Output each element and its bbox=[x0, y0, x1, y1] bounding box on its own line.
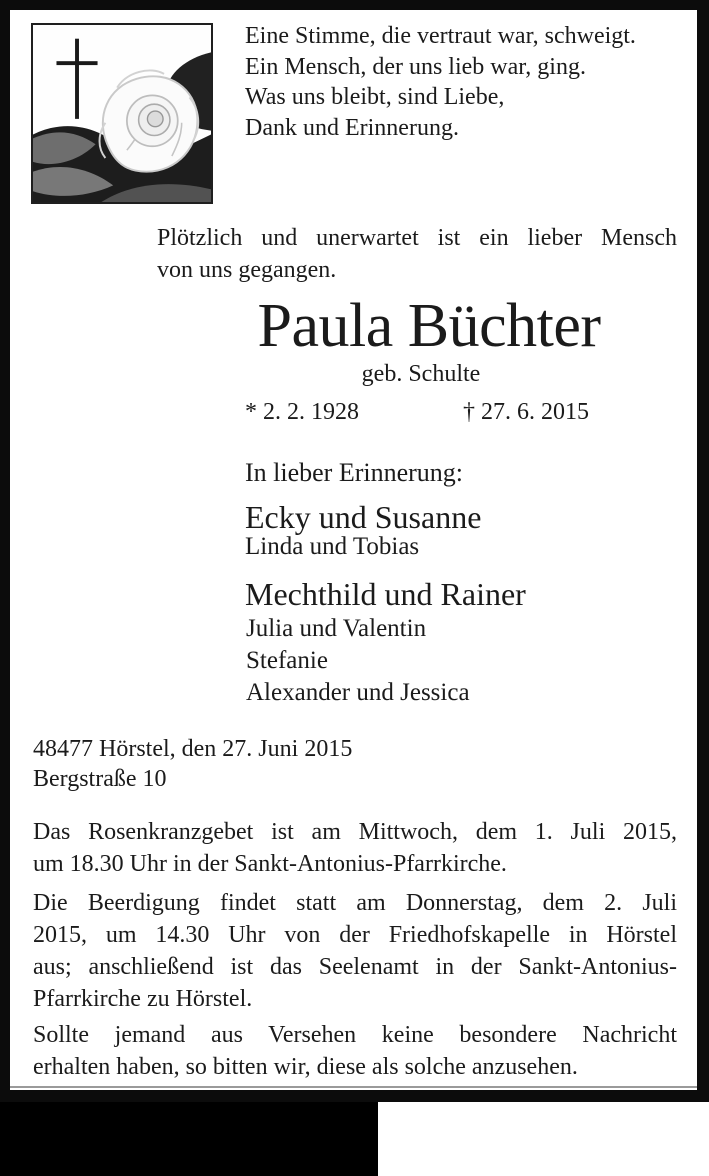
mourner-group-2-main: Mechthild und Rainer bbox=[245, 576, 526, 612]
text-line: Was uns bleibt, sind Liebe, bbox=[245, 84, 505, 110]
deceased-name: Paula Büchter bbox=[257, 292, 601, 360]
text-line: Plötzlich und unerwartet ist ein lieber Mensch bbox=[157, 225, 677, 251]
text-line: Eine Stimme, die vertraut war, schweigt. bbox=[245, 23, 636, 49]
death-date: † 27. 6. 2015 bbox=[463, 399, 589, 425]
apology-notice bbox=[33, 1019, 677, 1083]
memorial-photo bbox=[31, 23, 213, 204]
address-block bbox=[33, 734, 352, 794]
text-line: Das Rosenkranzgebet ist am Mittwoch, dem 1. Juli 2015, bbox=[33, 819, 677, 845]
rose-image bbox=[33, 25, 211, 202]
text-line: um 18.30 Uhr in der Sankt-Antonius-Pfarrkirche. bbox=[33, 851, 507, 877]
text-line: erhalten haben, so bitten wir, diese als solche anzusehen. bbox=[33, 1054, 578, 1080]
rosary-notice bbox=[33, 816, 677, 880]
frame-top bbox=[0, 0, 709, 10]
text-line: 2015, um 14.30 Uhr von der Friedhofskapelle in Hörstel bbox=[33, 922, 677, 948]
mourner-group-1-sub bbox=[245, 532, 419, 562]
text-line: Julia und Valentin bbox=[246, 615, 427, 642]
text-line: Bergstraße 10 bbox=[33, 766, 167, 792]
text-line: Dank und Erinnerung. bbox=[245, 114, 459, 141]
frame-left bbox=[0, 0, 10, 1102]
text-line: Ein Mensch, der uns lieb war, ging. bbox=[245, 53, 586, 80]
remembrance-heading: In lieber Erinnerung: bbox=[245, 458, 464, 487]
text-line: Linda und Tobias bbox=[245, 533, 420, 560]
text-line: Alexander und Jessica bbox=[246, 679, 470, 706]
maiden-name: geb. Schulte bbox=[361, 361, 481, 387]
intro-paragraph bbox=[157, 222, 677, 286]
text-line: Pfarrkirche zu Hörstel. bbox=[33, 986, 253, 1012]
mourner-group-2-sub bbox=[246, 613, 470, 709]
text-line: aus; anschließend ist das Seelenamt in der Sankt-Antonius- bbox=[33, 954, 677, 980]
text-line: Stefanie bbox=[246, 647, 328, 674]
frame-right bbox=[697, 0, 709, 1102]
birth-date: * 2. 2. 1928 bbox=[245, 399, 359, 425]
text-line: Sollte jemand aus Versehen keine besondere Nachricht bbox=[33, 1022, 677, 1048]
adjacent-print-scrap bbox=[0, 1102, 378, 1176]
funeral-notice bbox=[33, 887, 677, 1015]
text-line: Die Beerdigung findet statt am Donnerstag, dem 2. Juli bbox=[33, 890, 677, 916]
text-line: 48477 Hörstel, den 27. Juni 2015 bbox=[33, 736, 353, 762]
mourner-group-1-main: Ecky und Susanne bbox=[245, 499, 482, 535]
scan-edge-shadow bbox=[10, 1086, 697, 1088]
frame-bottom bbox=[0, 1090, 709, 1102]
epigraph-verse bbox=[245, 21, 636, 143]
text-line: von uns gegangen. bbox=[157, 257, 337, 283]
